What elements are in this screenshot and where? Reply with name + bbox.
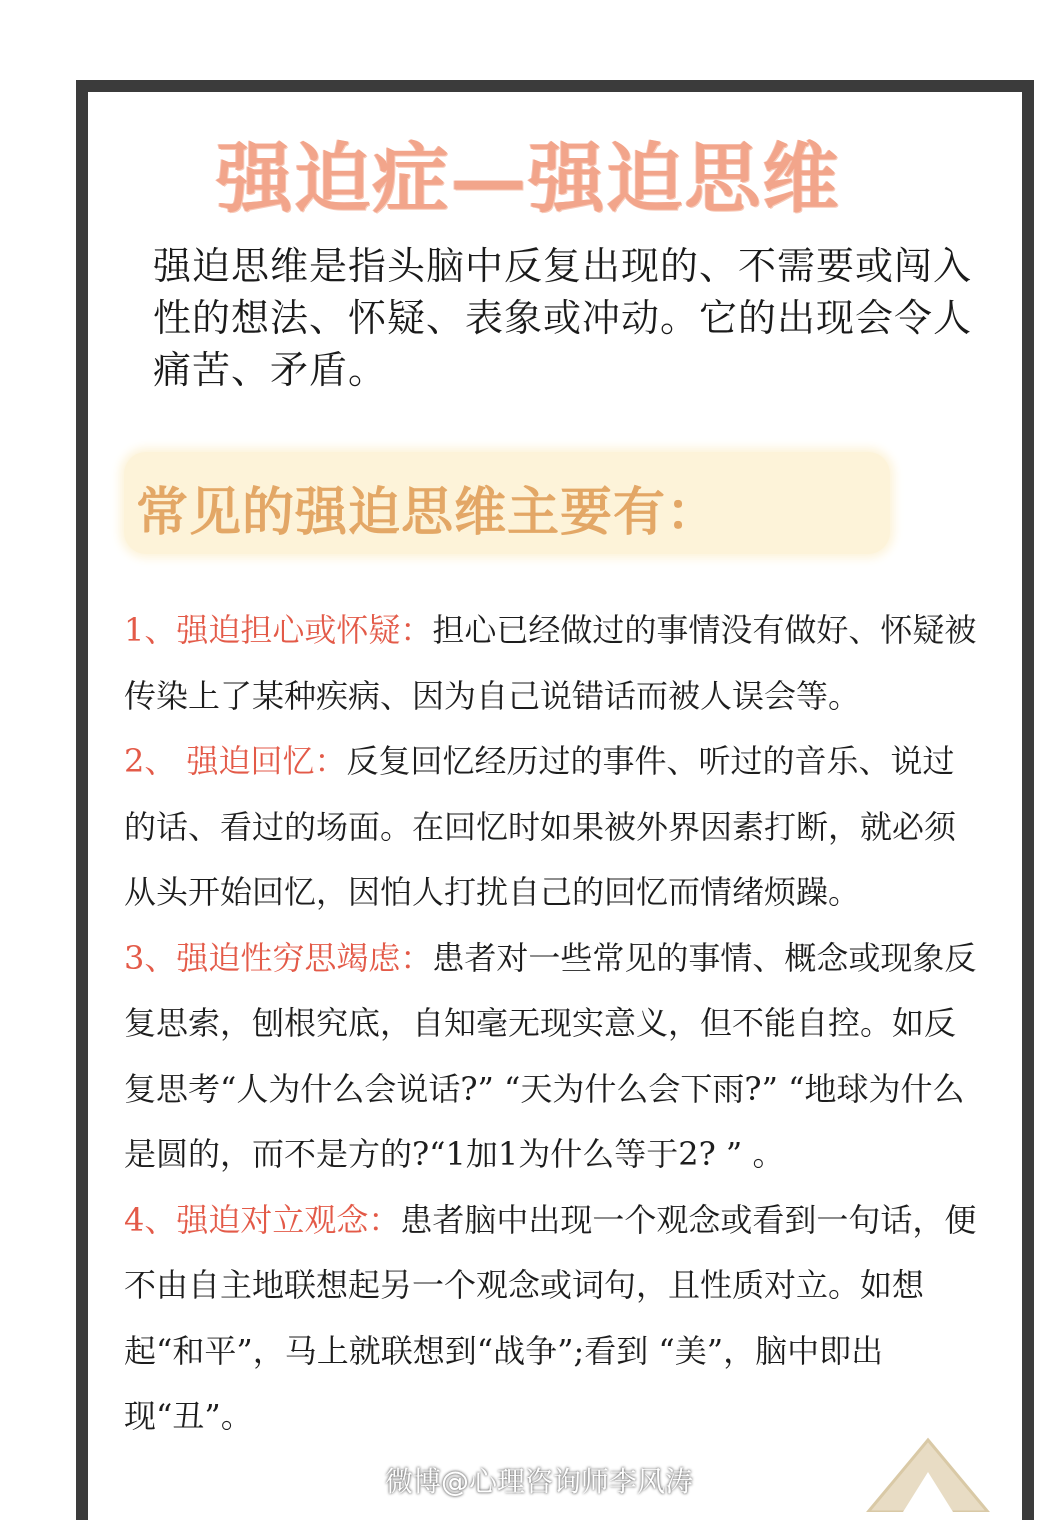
item-label: 3、强迫性穷思竭虑： [124,938,433,977]
subheading: 常见的强迫思维主要有： [136,482,720,543]
watermark: 微博@心理咨询师李风涛 [385,1465,694,1498]
item-label: 1、强迫担心或怀疑： [124,611,433,649]
list-item [124,926,986,1188]
item-text: 患者脑中出现一个观念或看到一句话，便不由自主地联想起另一个观念或词句，且性质对立。如想起“和平”，马上就联想到“战争”;看到 “美”，脑中即出现“丑”。 [124,1200,977,1435]
item-label: 2、 强迫回忆： [124,742,347,780]
intro-paragraph: 强迫思维是指头脑中反复出现的、不需要或闯入性的想法、怀疑、表象或冲动。它的出现会令人痛苦、矛盾。 [153,244,973,392]
item-label: 4、强迫对立观念： [124,1200,401,1239]
page-title: 强迫症—强迫思维 [216,134,841,223]
item-text: 反复回忆经历过的事件、听过的音乐、说过的话、看过的场面。在回忆时如果被外界因素打断，就必须从头开始回忆，因怕人打扰自己的回忆而情绪烦躁。 [124,742,957,911]
item-text: 担心已经做过的事情没有做好、怀疑被传染上了某种疾病、因为自己说错话而被人误会等。 [124,611,977,715]
list-item [124,1188,986,1450]
item-list [124,598,986,1450]
list-item [124,598,986,729]
logo-icon [858,1432,998,1512]
item-text: 患者对一些常见的事情、概念或现象反复思索，刨根究底，自知毫无现实意义，但不能自控。如反复思考“人为什么会说话?” “天为什么会下雨?” “地球为什么是圆的，而不是方的?“1加1为什么等于2? ” 。 [124,938,977,1173]
list-item [124,729,986,926]
